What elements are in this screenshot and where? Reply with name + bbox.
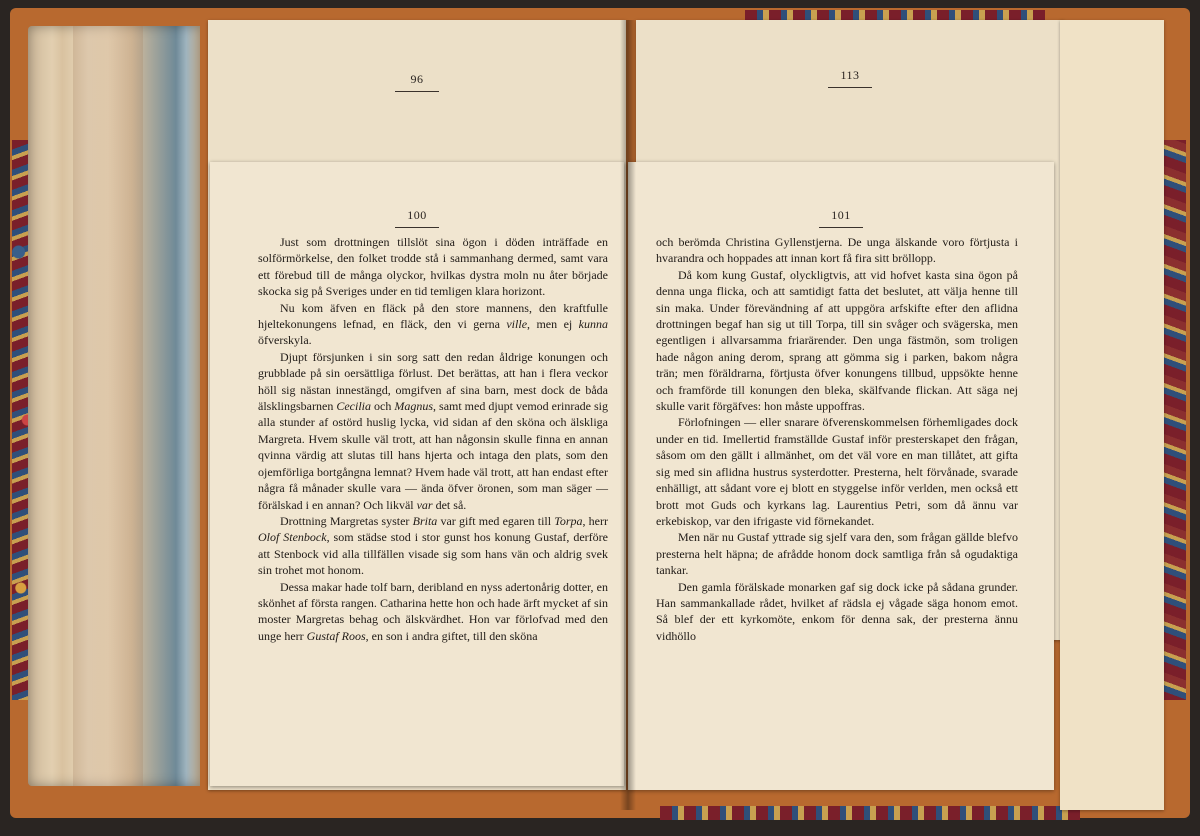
paragraph	[258, 513, 608, 579]
paragraph	[656, 579, 1018, 645]
book-gutter	[620, 20, 636, 810]
text-run: , herr	[582, 513, 609, 528]
page-block-edge	[28, 26, 200, 786]
page-number-rule	[395, 227, 439, 228]
back-page-left-number	[208, 72, 626, 92]
page-left-body	[258, 234, 608, 644]
text-run: , men ej	[527, 317, 579, 332]
paragraph	[656, 267, 1018, 415]
loose-sheet-right	[1060, 20, 1164, 810]
text-run: , som städse stod i stor gunst hos konung Gustaf, derföre att Stenbock vid alla tillfällen visade sig som hans vän och aldrig svek sin trohet mot honom.	[258, 530, 608, 578]
paragraph	[258, 579, 608, 645]
marbled-endpaper-bottom	[660, 806, 1080, 820]
text-run: Då kom kung Gustaf, olyckligtvis, att vid hofvet kasta sina ögon på denna unga flicka, och att samtidigt fatta det beslutet, att välja henne till sin maka. Under förevändning af att uppgöra arfskifte efter den aflidna drottningen begaf han sig ut till Torpa, till sin svåger och svägerska, men egentligen i allvarsamma friarärender. Den unga fästmön, som troligen hade någon aning derom, sprang att gömma sig i parken, bakom några trän; men föräldrarna, förtjusta öfver konungens tillbud, uppsökte henne och framförde till konungen den bleka, skälfvande flickan. Att säga nej skulle varit förgäfves: hon måste uppoffras.	[656, 267, 1018, 414]
text-run: öfverskyla.	[258, 333, 312, 348]
paragraph	[656, 414, 1018, 529]
italic-text: Torpa	[554, 513, 583, 528]
back-page-right-number	[636, 68, 1064, 88]
text-run: Just som drottningen tillslöt sina ögon i döden inträffade en solförmörkelse, den folket trodde stå i sammanhang dermed, samt vara ett förebud till de många olyckor, hvilkas dystra moln nu åter började skocka sig på Sveriges under en tid temligen klara horizont.	[258, 235, 608, 299]
page-number-text: 96	[410, 72, 424, 86]
text-run: och	[371, 399, 395, 414]
italic-text: ville	[506, 317, 528, 332]
italic-text: Cecilia	[336, 399, 371, 414]
text-run: Den gamla förälskade monarken gaf sig dock icke på sådana grunder. Han sammankallade rådet, hvilket af rädsla ej vågade säga honom emot. Så blef der ett kyrkomöte, enkom för denna sak, der presterna ännu vidhöllo	[656, 579, 1018, 643]
page-left-number	[210, 208, 624, 228]
paragraph	[258, 234, 608, 300]
text-run: Men när nu Gustaf yttrade sig sjelf vara den, som frågan gällde blefvo presterna helt häpna; de afrådde honom dock samtliga från så ogudaktiga tankar.	[656, 530, 1018, 578]
page-number-rule	[395, 91, 439, 92]
page-right[interactable]	[628, 162, 1054, 790]
text-run: , samt med djupt vemod erinrade sig alla stunder af ostörd huslig lycka, vid sidan af den sköna och älskliga Margreta. Hvem skulle väl trott, att han någonsin skulle finna en annan qvinna värdig att slutas till hans hjerta och intaga den plats, som den ojemförliga bortgångna lemnat? Hvem hade väl trott, att han endast efter några få månader skulle vara — ända öfver öronen, som man säger — förälskad i en annan? Och likväl	[258, 399, 608, 512]
text-run: det så.	[432, 497, 467, 512]
page-number-text: 100	[407, 208, 427, 222]
paragraph	[656, 234, 1018, 267]
page-right-body	[656, 234, 1018, 644]
paragraph	[258, 300, 608, 349]
text-run: var gift med egaren till	[437, 513, 555, 528]
text-run: Dessa makar hade tolf barn, deribland en nyss adertonårig dotter, en skönhet af första rangen. Catharina hette hon och hade ärft mycket af sin moster Margretas behag och älskvärdhet. Hon var förlofvad med den unge herr	[258, 579, 608, 643]
page-number-rule	[819, 227, 863, 228]
page-left[interactable]	[210, 162, 624, 786]
text-run: Djupt försjunken i sin sorg satt den redan åldrige konungen och grubblade på sin oersättliga förlust. Det berättas, att han i flera veckor höll sig nästan innestängd, omgifven af sina barn, mest dock de båda älsklingsbarnen	[258, 349, 608, 414]
paragraph	[656, 529, 1018, 578]
italic-text: var	[416, 497, 433, 512]
paragraph	[258, 349, 608, 513]
text-run: Förlofningen — eller snarare öfverenskommelsen förhemligades dock under en tid. Imellertid framställde Gustaf inför presterskapet den frågan, såsom om den gällt i allmänhet, om det väl vore en man tillåtet, att gifta sig med sin aflidna hustrus systerdotter. Presterna, helt förvånade, svarade enhälligt, att sådant vore ej blott en styggelse inför verlden, men också ett brott mot Guds och kyrkans lag. Laurentius Petri, som då ännu var erkebiskop, var den ifrigaste vid förnekandet.	[656, 415, 1018, 528]
text-run: och berömda Christina Gyllenstjerna. De unga älskande voro förtjusta i hvarandra och hoppades att innan kort få fira sitt bröllopp.	[656, 235, 1018, 266]
page-right-number	[628, 208, 1054, 228]
page-number-text: 101	[831, 208, 851, 222]
text-run: , en son i andra giftet, till den sköna	[365, 628, 538, 643]
italic-text: Olof Stenbock	[258, 530, 327, 545]
italic-text: Gustaf Roos	[306, 628, 366, 643]
text-run: Nu kom äfven en fläck på den store mannens, den kraftfulle hjeltekonungens lefnad, en fläck, den vi gerna	[258, 300, 608, 332]
italic-text: Brita	[412, 513, 438, 528]
text-run: Drottning Margretas syster	[280, 513, 413, 528]
page-number-rule	[828, 87, 872, 88]
page-number-text: 113	[840, 68, 860, 82]
italic-text: kunna	[578, 317, 608, 332]
italic-text: Magnus	[394, 399, 434, 414]
